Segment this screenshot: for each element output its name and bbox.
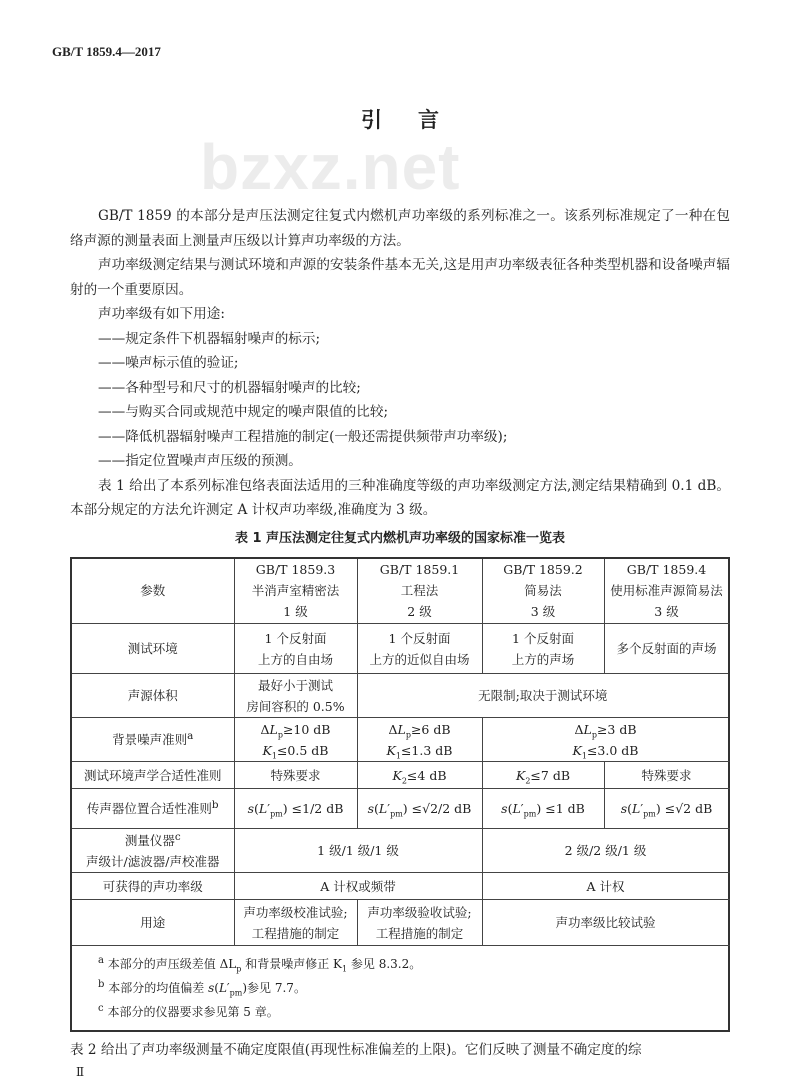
header-param: 参数 [71,558,234,624]
header-col: GB/T 1859.3 半消声室精密法 1 级 [234,558,357,624]
list-item: ——各种型号和尺寸的机器辐射噪声的比较; [98,379,361,396]
table-row: 测试环境 1 个反射面 上方的自由场 1 个反射面 上方的近似自由场 1 个反射面 上方的声场 多个反射面的声场 [71,624,729,674]
list-item: ——指定位置噪声声压级的预测。 [98,453,302,469]
list-item: ——规定条件下机器辐射噪声的标示; [98,330,321,347]
table-row: 用途 声功率级校准试验; 工程措施的制定 声功率级验收试验; 工程措施的制定 声功率级比较试验 [71,900,729,946]
paragraph: 声功率级测定结果与测试环境和声源的安装条件基本无关,这是用声功率级表征各种类型机器和设备噪声辐射的一个重要原因。 [70,257,730,298]
list-item: ——与购买合同或规范中规定的噪声限值的比较; [98,404,389,420]
table-header-row [71,558,729,624]
note-c: $^c$ 本部分的仪器要求参见第 5 章。 [98,1003,279,1019]
intro-body [70,204,730,523]
note-b: $^b$ 本部分的均值偏差 $s(L'_{pm})$参见 7.7。 [98,979,306,998]
header-col: GB/T 1859.4 使用标准声源简易法 3 级 [604,558,729,624]
paragraph: GB/T 1859 的本部分是声压法测定往复式内燃机声功率级的系列标准之一。该系列标准规定了一种在包络声源的测量表面上测量声压级以计算声功率级的方法。 [70,208,730,249]
table-row: 传声器位置合适性准则$^b$ $s(L'_{pm}) \le 1/2$ dB $s(L'_{pm}) \le√2/2$ dB $s(L'_{pm}) \le 1$ dB $s(L'_{pm}) \le√2$ dB [71,789,729,829]
list-item: ——降低机器辐射噪声工程措施的制定(一般还需提供频带声功率级); [98,428,508,445]
watermark: bzxz.net [200,134,461,200]
paragraph: 表 2 给出了声功率级测量不确定度限值(再现性标准偏差的上限)。它们反映了测量不确定度的综 [70,1042,642,1058]
list-item: ——噪声标示值的验证; [98,355,239,371]
table-row: 背景噪声准则$^a$ $\Delta L_p\ge 10$ dB $K_1\le 0.5$ dB $\Delta L_p\ge 6$ dB $K_1\le 1.3$ dB $\Delta L_p\ge 3$ dB $K_1\le 3.0$ dB [71,718,729,762]
page-number: Ⅱ [76,1065,85,1079]
table-row: 可获得的声功率级 A 计权或频带 A 计权 [71,873,729,900]
table-row: 声源体积 最好小于测试 房间容积的 0.5% 无限制;取决于测试环境 [71,674,729,718]
table-row: 测量仪器$^c$ 声级计/滤波器/声校准器 1 级/1 级/1 级 2 级/2 级/1 级 [71,829,729,873]
header-col: GB/T 1859.1 工程法 2 级 [357,558,482,624]
standards-table [70,557,730,1033]
page-column [70,106,730,1080]
header-col: GB/T 1859.2 简易法 3 级 [482,558,604,624]
paragraph: 表 1 给出了本系列标准包络表面法适用的三种准确度等级的声功率级测定方法,测定结果精确到 0.1 dB。本部分规定的方法允许测定 A 计权声功率级,准确度为 3 级。 [70,477,730,518]
paragraph: 声功率级有如下用途: [98,306,225,322]
table-notes-row [71,946,729,1032]
table-caption: 表 1 声压法测定往复式内燃机声功率级的国家标准一览表 [234,530,566,546]
note-a: $^a$ 本部分的声压级差值 $\Delta L_p$ 和背景噪声修正 $K_1$ 参见 8.3.2。 [98,955,422,974]
standard-number-header: GB/T 1859.4—2017 [52,44,161,59]
table-notes [71,946,729,1032]
table-row: 测试环境声学合适性准则 特殊要求 $K_2\le 4$ dB $K_2\le 7$ dB 特殊要求 [71,762,729,789]
page-title: 引言 [361,107,475,132]
